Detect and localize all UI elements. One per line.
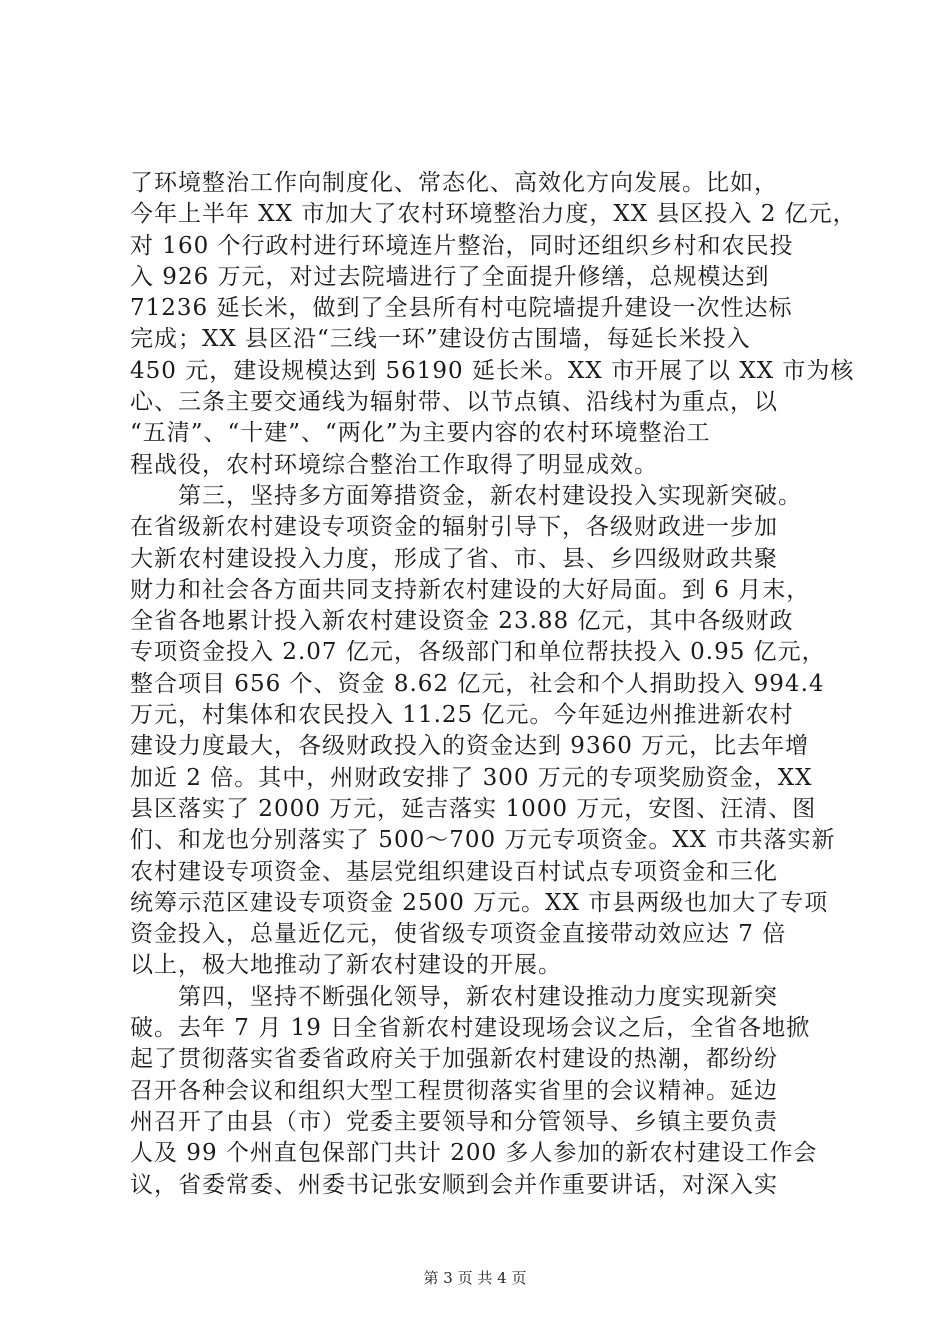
text-line: 入 926 万元，对过去院墙进行了全面提升修缮，总规模达到: [130, 263, 770, 290]
text-line: “五清”、“十建”、“两化”为主要内容的农村环境整治工: [130, 420, 711, 447]
text-line: 建设力度最大，各级财政投入的资金达到 9360 万元，比去年增: [130, 733, 810, 760]
text-line: 对 160 个行政村进行环境连片整治，同时还组织乡村和农民投: [130, 232, 794, 259]
page-footer: 第 3 页 共 4 页: [423, 1269, 527, 1287]
text-line: 专项资金投入 2.07 亿元，各级部门和单位帮扶投入 0.95 亿元，: [130, 639, 826, 666]
text-line: 全省各地累计投入新农村建设资金 23.88 亿元，其中各级财政: [130, 608, 794, 635]
text-line: 人及 99 个州直包保部门共计 200 多人参加的新农村建设工作会: [130, 1140, 818, 1167]
text-line: 大新农村建设投入力度，形成了省、市、县、乡四级财政共聚: [130, 545, 778, 572]
text-line: 以上，极大地推动了新农村建设的开展。: [130, 952, 562, 979]
text-line: 了环境整治工作向制度化、常态化、高效化方向发展。比如，: [130, 170, 778, 196]
text-line: 第四，坚持不断强化领导，新农村建设推动力度实现新突: [130, 983, 778, 1010]
text-line: 财力和社会各方面共同支持新农村建设的大好局面。到 6 月末，: [130, 576, 811, 603]
text-line: 州召开了由县（市）党委主要领导和分管领导、乡镇主要负责: [130, 1108, 778, 1135]
text-line: 完成；XX 县区沿“三线一环”建设仿古围墙，每延长米投入: [130, 326, 751, 353]
text-line: 资金投入，总量近亿元，使省级专项资金直接带动效应达 7 倍: [130, 921, 787, 948]
text-line: 起了贯彻落实省委省政府关于加强新农村建设的热潮，都纷纷: [130, 1046, 778, 1073]
text-line: 们、和龙也分别落实了 500～700 万元专项资金。XX 市共落实新: [130, 827, 836, 854]
text-line: 今年上半年 XX 市加大了农村环境整治力度，XX 县区投入 2 亿元，: [130, 201, 857, 228]
text-line: 450 元，建设规模达到 56190 延长米。XX 市开展了以 XX 市为核: [130, 357, 855, 384]
text-line: 议，省委常委、州委书记张安顺到会并作重要讲话，对深入实: [130, 1171, 778, 1198]
body-text: [130, 168, 857, 1201]
text-line: 召开各种会议和组织大型工程贯彻落实省里的会议精神。延边: [130, 1077, 778, 1104]
text-line: 县区落实了 2000 万元，延吉落实 1000 万元，安图、汪清、图: [130, 795, 817, 822]
text-line: 农村建设专项资金、基层党组织建设百村试点专项资金和三化: [130, 858, 778, 885]
text-line: 万元，村集体和农民投入 11.25 亿元。今年延边州推进新农村: [130, 702, 794, 729]
text-line: 程战役，农村环境综合整治工作取得了明显成效。: [130, 451, 658, 478]
text-line: 第三，坚持多方面筹措资金，新农村建设投入实现新突破。: [130, 482, 802, 509]
text-line: 加近 2 倍。其中，州财政安排了 300 万元的专项奖励资金，XX: [130, 764, 813, 791]
text-line: 整合项目 656 个、资金 8.62 亿元，社会和个人捐助投入 994.4: [130, 670, 825, 697]
text-line: 71236 延长米，做到了全县所有村屯院墙提升建设一次性达标: [130, 295, 793, 322]
text-line: 心、三条主要交通线为辐射带、以节点镇、沿线村为重点，以: [130, 389, 778, 416]
text-line: 统筹示范区建设专项资金 2500 万元。XX 市县两级也加大了专项: [130, 889, 829, 916]
text-line: 破。去年 7 月 19 日全省新农村建设现场会议之后，全省各地掀: [130, 1015, 811, 1042]
text-line: 在省级新农村建设专项资金的辐射引导下，各级财政进一步加: [130, 514, 778, 541]
